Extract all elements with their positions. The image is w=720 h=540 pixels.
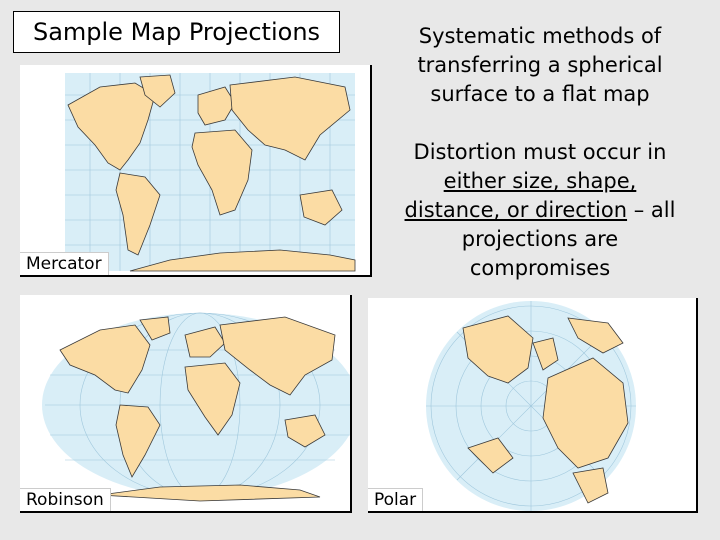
definition-text: [390, 22, 690, 109]
distortion-line: Distortion must occur in: [413, 140, 667, 164]
mercator-label: Mercator: [20, 252, 109, 275]
page-title: Sample Map Projections: [13, 11, 340, 53]
distortion-line: projections are: [461, 227, 619, 251]
distortion-text: [390, 138, 690, 283]
definition-line: surface to a flat map: [430, 82, 650, 106]
distortion-line: either size, shape,: [443, 169, 637, 193]
mercator-map-panel: [20, 65, 372, 277]
polar-map-icon: [368, 298, 696, 511]
distortion-line: [390, 196, 690, 225]
distortion-underlined-text: distance, or direction: [404, 198, 628, 222]
mercator-map-icon: [20, 65, 370, 275]
definition-line: transferring a spherical: [417, 53, 663, 77]
robinson-map-icon: [20, 295, 350, 511]
polar-map-panel: [368, 298, 698, 513]
robinson-map-panel: [20, 295, 352, 513]
distortion-rest-text: – all: [627, 198, 676, 222]
polar-label: Polar: [368, 488, 423, 511]
robinson-label: Robinson: [20, 488, 111, 511]
definition-line: Systematic methods of: [418, 24, 662, 48]
distortion-line: compromises: [469, 256, 611, 280]
